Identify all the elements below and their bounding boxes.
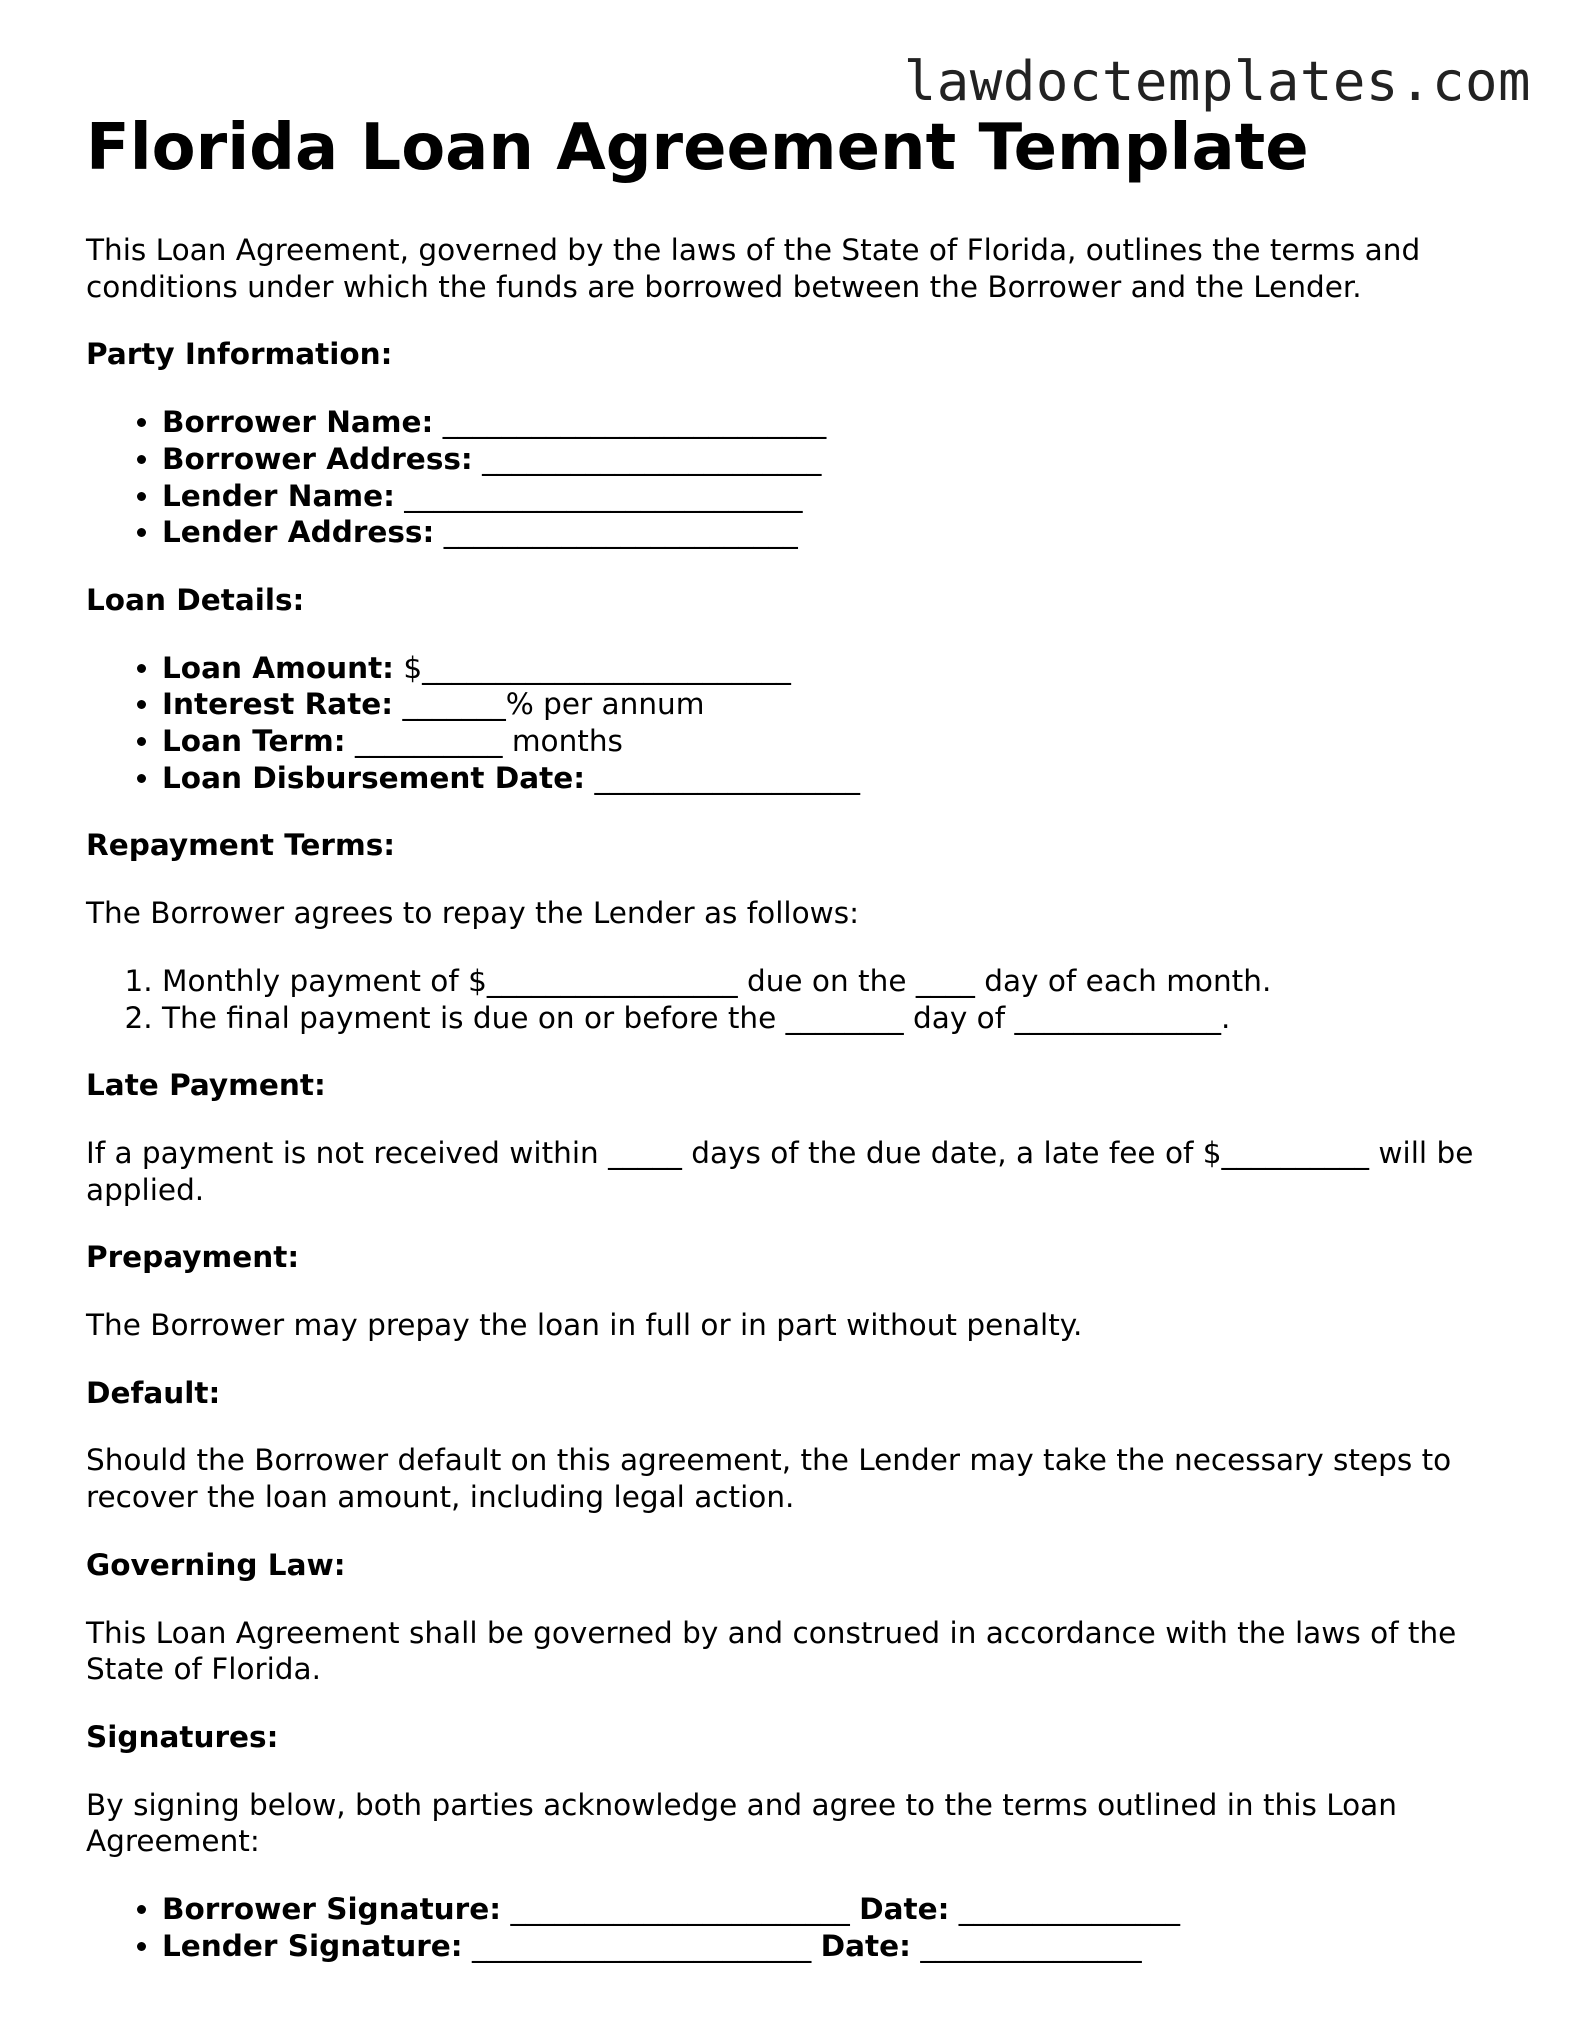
signatures-list [86,1891,1506,1964]
list-item [162,650,1506,687]
date-label: Date: [859,1892,950,1927]
default-text: Should the Borrower default on this agreement, the Lender may take the necessary steps to recover the loan amount, including legal action. [86,1443,1452,1515]
repayment-terms-heading: Repayment Terms: [86,828,396,863]
list-item [162,514,1506,551]
governing-law-text: This Loan Agreement shall be governed by and construed in accordance with the laws of the State of Florida. [86,1615,1457,1687]
field-blank: __________________ [594,760,860,795]
field-label: Borrower Name: [162,405,434,440]
repayment-terms-list [86,963,1506,1036]
field-label: Lender Address: [162,515,435,550]
list-item [162,760,1506,797]
field-label: Interest Rate: [162,687,394,722]
list-item: 2. The final payment is due on or before the ________ day of ______________. [162,1000,1506,1037]
field-label: Loan Amount: [162,650,394,685]
document-title: Florida Loan Agreement Template [86,111,1309,185]
list-item [162,441,1506,478]
date-label: Date: [820,1928,911,1963]
field-blank: _______% per annum [402,687,705,722]
loan-details-heading: Loan Details: [86,582,305,617]
loan-details-list [86,650,1506,797]
field-label: Loan Disbursement Date: [162,760,586,795]
list-item [162,478,1506,515]
list-item: 1. Monthly payment of $_________________ due on the ____ day of each month. [162,963,1506,1000]
intro-paragraph: This Loan Agreement, governed by the laws of the State of Florida, outlines the terms and conditions under which the funds are borrowed between the Borrower and the Lender. [86,233,1421,304]
field-label: Borrower Address: [162,441,473,476]
signature-label: Lender Signature: [162,1928,463,1963]
list-item [162,686,1506,723]
field-blank: ________________________ [443,515,798,550]
list-item [162,1891,1506,1928]
field-label: Loan Term: [162,724,346,759]
repayment-terms-text: The Borrower agrees to repay the Lender as follows: [86,896,860,931]
field-blank: __________________________ [442,405,827,440]
field-blank: ___________________________ [404,478,803,513]
field-blank: _______________________ [482,441,822,476]
signature-label: Borrower Signature: [162,1892,502,1927]
party-information-heading: Party Information: [86,337,393,372]
party-information-list [86,404,1506,551]
prepayment-text: The Borrower may prepay the loan in full or in part without penalty. [86,1308,1083,1343]
field-blank: $_________________________ [403,650,791,685]
governing-law-heading: Governing Law: [86,1547,346,1582]
signatures-heading: Signatures: [86,1719,279,1754]
list-item [162,1928,1506,1965]
signature-blank: _______________________ [510,1892,850,1927]
site-watermark: lawdoctemplates.com [903,50,1531,113]
field-label: Lender Name: [162,478,395,513]
date-blank: _______________ [920,1928,1142,1963]
signatures-text: By signing below, both parties acknowledge and agree to the terms outlined in this Loan Agreement: [86,1787,1397,1859]
date-blank: _______________ [958,1892,1181,1927]
list-item [162,404,1506,441]
field-blank: __________ months [354,724,623,759]
document-page [86,108,1506,1965]
late-payment-heading: Late Payment: [86,1068,326,1103]
prepayment-heading: Prepayment: [86,1240,300,1275]
signature-blank: _______________________ [471,1928,812,1963]
late-payment-text: If a payment is not received within _____ days of the due date, a late fee of $__________ will be applied. [86,1135,1474,1207]
list-item [162,723,1506,760]
default-heading: Default: [86,1375,221,1410]
